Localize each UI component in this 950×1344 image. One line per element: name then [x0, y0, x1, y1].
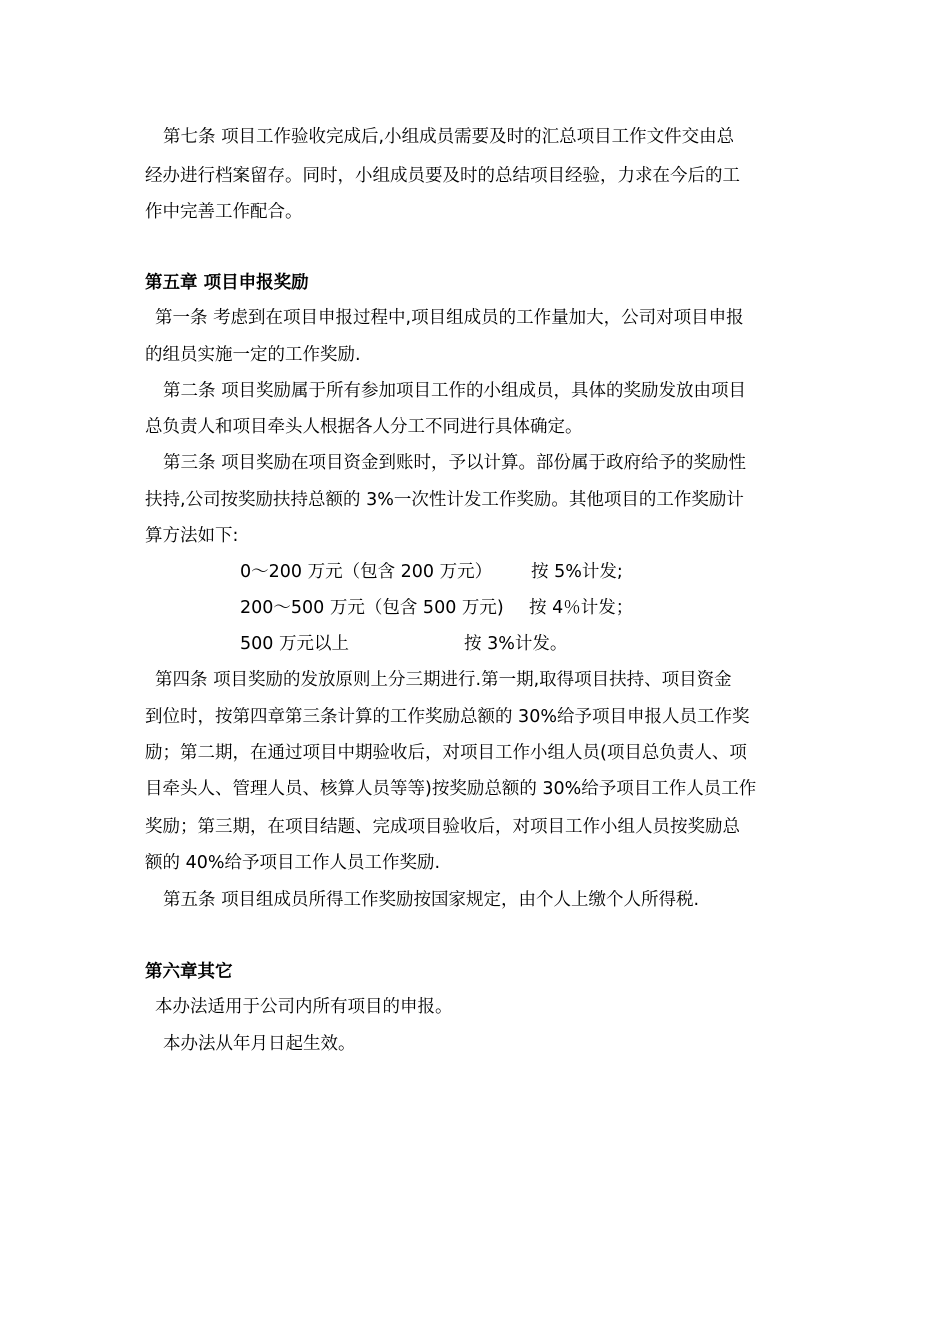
ch5-article2-line-1: 第二条 项目奖励属于所有参加项目工作的小组成员，具体的奖励发放由项目: [163, 381, 747, 401]
ch5-article5-line-1: 第五条 项目组成员所得工作奖励按国家规定，由个人上缴个人所得税.: [163, 890, 700, 910]
article7-line-2: 经办进行档案留存。同时，小组成员要及时的总结项目经验，力求在今后的工: [145, 166, 740, 186]
ch5-article1-line-1: 第一条 考虑到在项目申报过程中,项目组成员的工作量加大，公司对项目申报: [155, 308, 744, 328]
ch5-article4-line-2: 到位时，按第四章第三条计算的工作奖励总额的 30%给予项目申报人员工作奖: [145, 707, 750, 727]
tier-rate-3: 按 3%计发。: [464, 634, 568, 654]
tier-range-1: 0～200 万元（包含 200 万元）: [240, 562, 493, 582]
chapter5-heading: 第五章 项目申报奖励: [145, 273, 309, 293]
ch5-article4-line-3: 励；第二期，在通过项目中期验收后，对项目工作小组人员(项目总负责人、项: [145, 743, 747, 763]
ch5-article4-line-5: 奖励；第三期，在项目结题、完成项目验收后，对项目工作小组人员按奖励总: [145, 817, 740, 837]
ch5-article4-line-4: 目牵头人、管理人员、核算人员等等)按奖励总额的 30%给予项目工作人员工作: [145, 779, 757, 799]
ch5-article4-line-6: 额的 40%给予项目工作人员工作奖励.: [145, 853, 441, 873]
article7-line-1: 第七条 项目工作验收完成后,小组成员需要及时的汇总项目工作文件交由总: [163, 127, 735, 147]
tier-rate-2: 按 4％计发；: [529, 598, 634, 618]
tier-range-2: 200～500 万元（包含 500 万元): [240, 598, 504, 618]
ch6-line-2: 本办法从年月日起生效。: [163, 1034, 356, 1054]
ch6-line-1: 本办法适用于公司内所有项目的申报。: [155, 997, 453, 1017]
article7-line-3: 作中完善工作配合。: [145, 202, 303, 222]
tier-range-3: 500 万元以上: [240, 634, 349, 654]
ch5-article1-line-2: 的组员实施一定的工作奖励.: [145, 345, 361, 365]
ch5-article3-line-1: 第三条 项目奖励在项目资金到账时，予以计算。部份属于政府给予的奖励性: [163, 453, 747, 473]
chapter6-heading: 第六章其它: [145, 962, 233, 982]
ch5-article4-line-1: 第四条 项目奖励的发放原则上分三期进行.第一期,取得项目扶持、项目资金: [155, 670, 732, 690]
ch5-article3-line-2: 扶持,公司按奖励扶持总额的 3%一次性计发工作奖励。其他项目的工作奖励计: [145, 490, 744, 510]
ch5-article3-line-3: 算方法如下:: [145, 526, 239, 546]
tier-rate-1: 按 5%计发;: [531, 562, 623, 582]
ch5-article2-line-2: 总负责人和项目牵头人根据各人分工不同进行具体确定。: [145, 417, 583, 437]
